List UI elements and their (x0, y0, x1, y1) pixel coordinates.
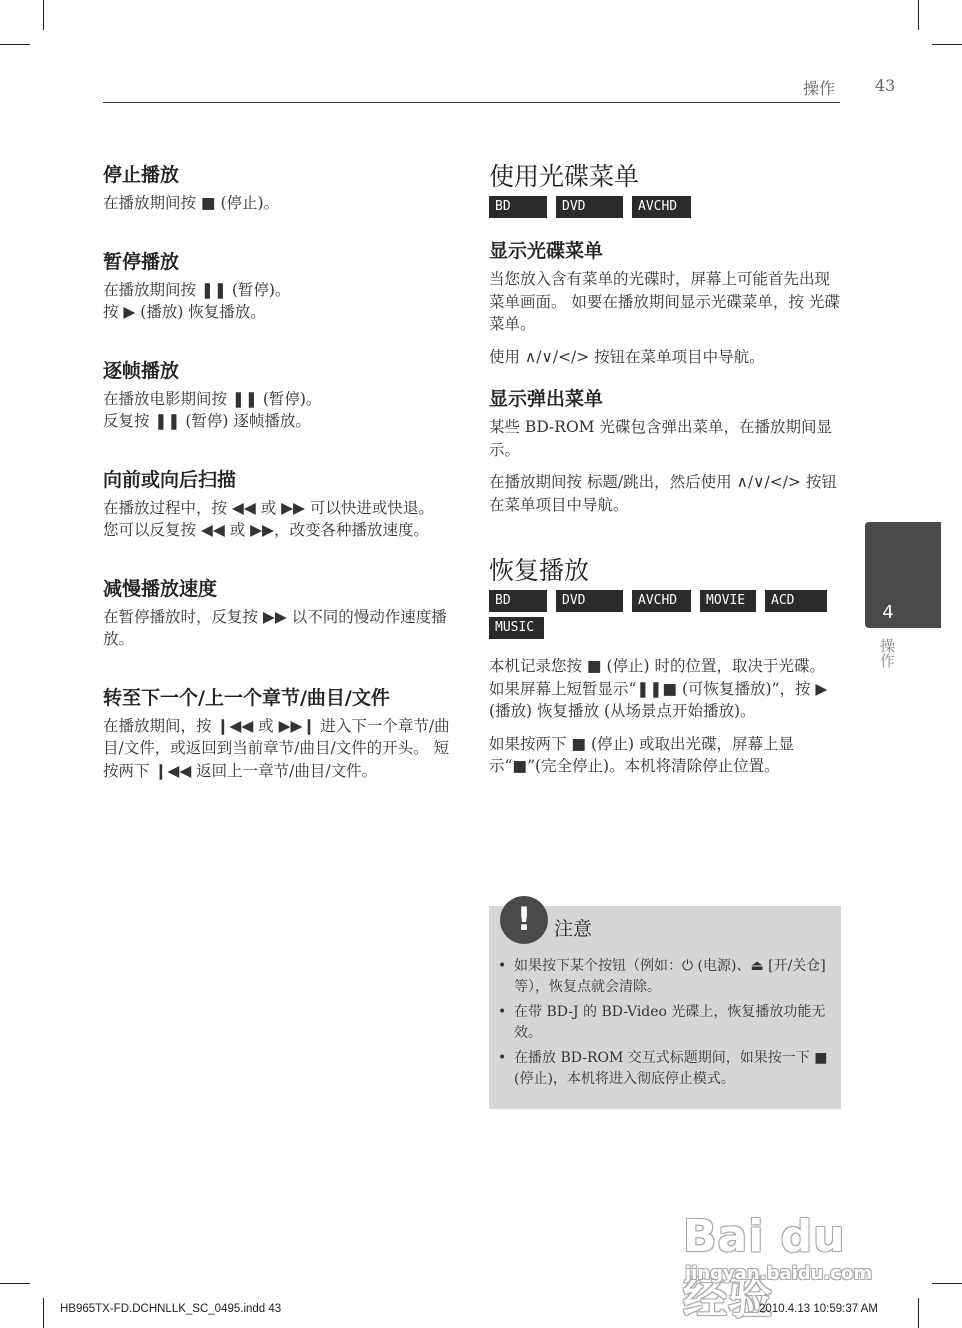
crop-mark (918, 0, 919, 30)
body-text: 在播放期间按 ❚❚ (暂停)。 (103, 280, 291, 299)
section-show-disc-menu (489, 238, 841, 368)
note-list (498, 956, 833, 1094)
crop-mark (43, 1298, 44, 1328)
body-text: 在播放期间，按 ❙◀◀ 或 ▶▶❙ 进入下一个章节/曲目/文件，或返回到当前章节/曲目/文件的开头。 短按两下 ❙◀◀ 返回上一章节/曲目/文件。 (103, 716, 450, 780)
header-rule (103, 102, 840, 103)
body-text: 某些 BD-ROM 光碟包含弹出菜单，在播放期间显示。 (489, 418, 832, 459)
note-box (489, 900, 841, 1109)
header-section: 操作 (803, 79, 836, 98)
crop-mark (918, 1298, 919, 1328)
body-text: 如果屏幕上短暂显示“❚❚■ (可恢复播放)”，按 ▶ (播放) 恢复播放 (从场景点开始播放)。 (489, 679, 828, 720)
section-popup-menu (489, 386, 841, 516)
body-text: 当您放入含有菜单的光碟时，屏幕上可能首先出现菜单画面。 如要在播放期间显示光碟菜单，按 光碟菜单。 (489, 270, 840, 333)
badge-bd: BD (489, 196, 547, 218)
chapter-tab (865, 522, 941, 628)
crop-mark (0, 44, 30, 45)
badge-acd: ACD (765, 590, 827, 612)
watermark-brand: Bai du 经验 (683, 1211, 846, 1324)
crop-mark (0, 1283, 30, 1284)
resume-title: 恢复播放 (489, 556, 590, 585)
body-text: 在播放电影期间按 ❚❚ (暂停)。 (103, 389, 322, 408)
body-text: 在播放过程中，按 ◀◀ 或 ▶▶ 可以快进或快退。 (103, 498, 434, 517)
section-title: 转至下一个/上一个章节/曲目/文件 (103, 686, 390, 709)
badge-bd: BD (489, 590, 547, 612)
section-title: 显示弹出菜单 (489, 388, 604, 410)
note-title: 注意 (554, 918, 593, 940)
body-text: 在播放期间按 ■ (停止)。 (103, 194, 280, 212)
badge-movie: MOVIE (700, 590, 756, 612)
crop-mark (43, 0, 44, 30)
section-title: 减慢播放速度 (103, 577, 218, 600)
section-scan (103, 467, 458, 542)
body-text: 在暂停播放时，反复按 ▶▶ 以不同的慢动作速度播放。 (103, 607, 447, 648)
chapter-label: 操作 (878, 638, 896, 668)
section-stop (103, 162, 458, 215)
list-item: • 在播放 BD-ROM 交互式标题期间，如果按一下 ■ (停止)，本机将进入彻底停止模式。 (498, 1048, 833, 1089)
disc-type-badges (489, 590, 829, 639)
body-text: 如果按两下 ■ (停止) 或取出光碟，屏幕上显示“■”(完全停止)。本机将清除停止位置。 (489, 734, 795, 775)
crop-mark (932, 44, 962, 45)
section-frame-step (103, 358, 458, 433)
badge-dvd: DVD (556, 590, 623, 612)
body-text: 本机记录您按 ■ (停止) 时的位置，取决于光碟。 (489, 657, 826, 675)
badge-dvd: DVD (556, 196, 623, 218)
disc-type-badges (489, 196, 829, 218)
badge-avchd: AVCHD (632, 590, 691, 612)
section-title: 逐帧播放 (103, 359, 180, 382)
section-title: 停止播放 (103, 164, 180, 186)
body-text: 使用 ∧/∨/</> 按钮在菜单项目中导航。 (489, 347, 765, 366)
right-column (489, 160, 841, 778)
section-title: 向前或向后扫描 (103, 468, 237, 491)
body-text: 在播放期间按 标题/跳出，然后使用 ∧/∨/</> 按钮在菜单项目中导航。 (489, 473, 837, 514)
exclamation-icon: ! (500, 896, 548, 944)
body-text: 按 ▶ (播放) 恢复播放。 (103, 303, 266, 321)
page-number: 43 (875, 76, 896, 95)
left-column (103, 162, 458, 816)
watermark-url: jingyan.baidu.com (685, 1263, 873, 1284)
badge-music: MUSIC (489, 617, 544, 639)
crop-mark (932, 1283, 962, 1284)
chapter-number: 4 (882, 602, 894, 623)
section-slow-motion (103, 576, 458, 651)
list-item: • 如果按下某个按钮（例如：⏻ (电源)、⏏ [开/关仓] 等），恢复点就会清除。 (498, 956, 833, 997)
list-item: • 在带 BD-J 的 BD-Video 光碟上，恢复播放功能无效。 (498, 1002, 833, 1043)
disc-menu-title: 使用光碟菜单 (489, 162, 640, 191)
section-pause (103, 249, 458, 324)
section-title: 显示光碟菜单 (489, 240, 604, 262)
badge-avchd: AVCHD (632, 196, 691, 218)
body-text: 反复按 ❚❚ (暂停) 逐帧播放。 (103, 412, 311, 430)
body-text: 您可以反复按 ◀◀ 或 ▶▶，改变各种播放速度。 (103, 521, 429, 539)
footer-file-info: HB965TX-FD.DCHNLLK_SC_0495.indd 43 (60, 1303, 282, 1315)
footer-timestamp: 2010.4.13 10:59:37 AM (759, 1303, 878, 1315)
section-skip (103, 685, 458, 783)
section-title: 暂停播放 (103, 250, 180, 273)
